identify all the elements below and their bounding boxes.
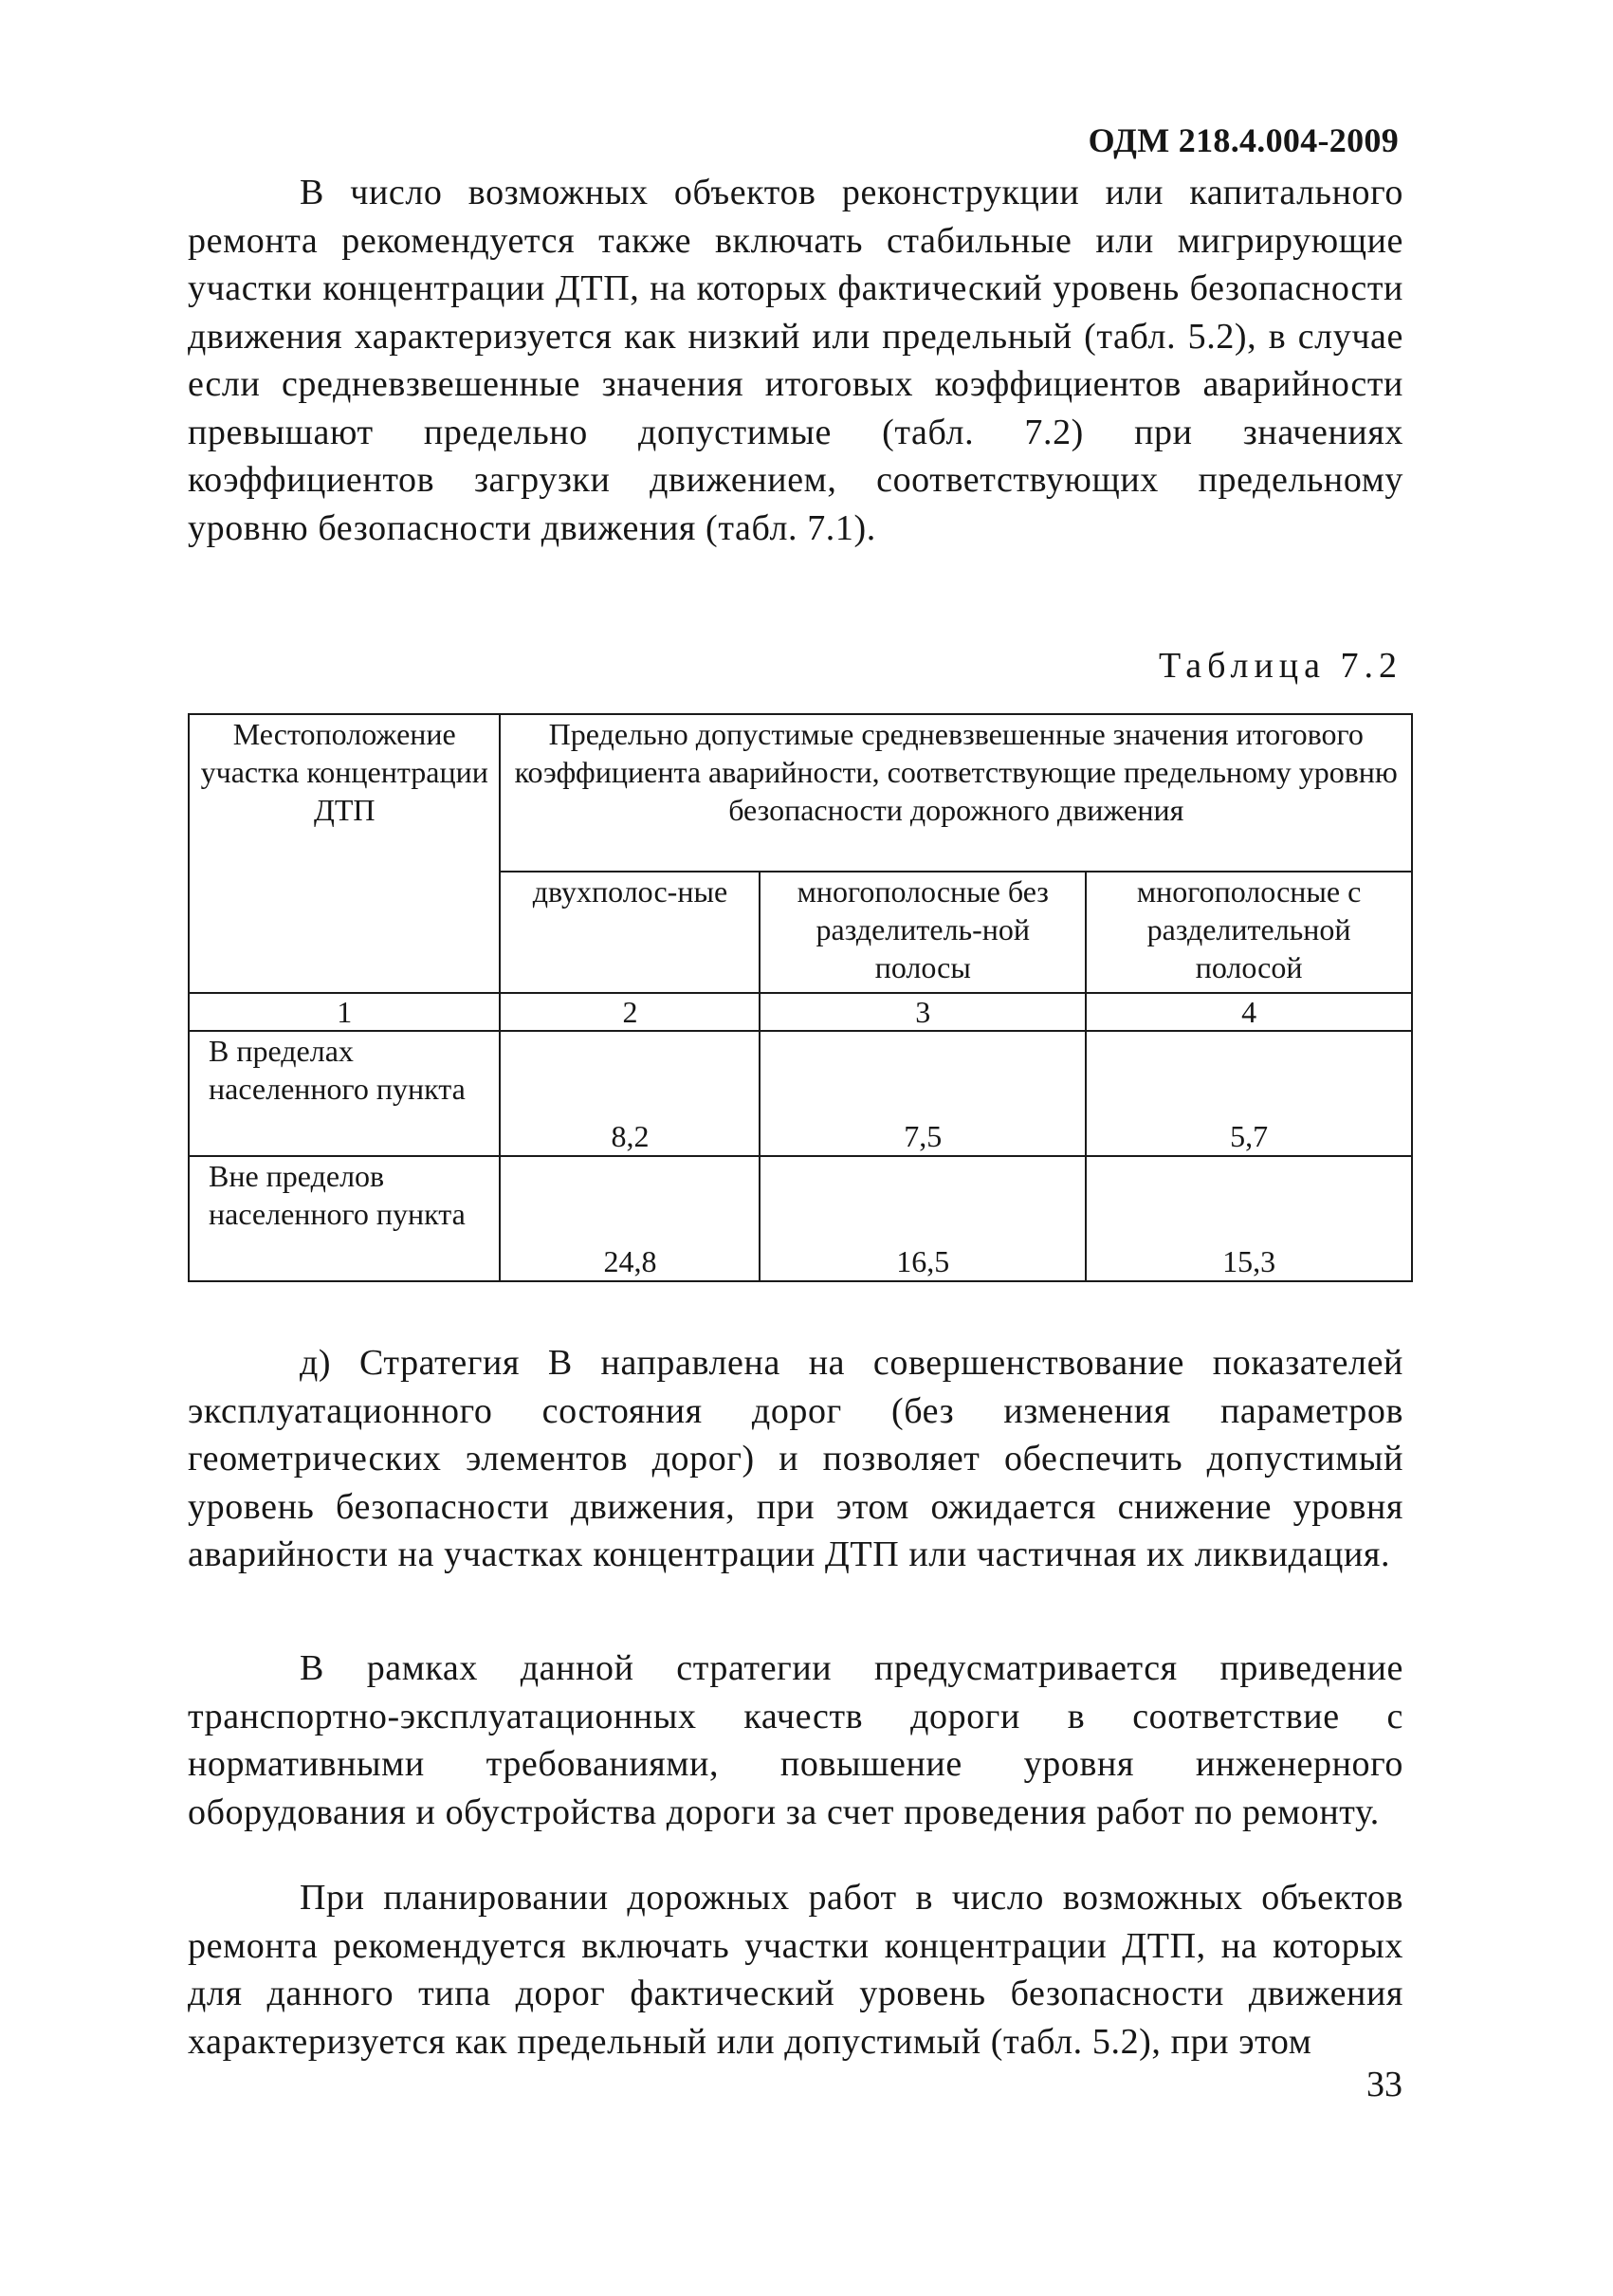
column-number: 4 <box>1086 993 1412 1031</box>
value-cell: 15,3 <box>1086 1156 1412 1281</box>
value-cell: 7,5 <box>760 1031 1086 1156</box>
intro-paragraph <box>188 169 1403 552</box>
location-header-cell: Местоположение участка концентрации ДТП <box>189 714 500 993</box>
table-caption: Таблица 7.2 <box>1158 646 1402 686</box>
value-cell: 8,2 <box>500 1031 760 1156</box>
row-location: Вне пределов населенного пункта <box>189 1156 500 1281</box>
table-row <box>189 1156 1412 1281</box>
subheader-two-lane: двухполос-ные <box>500 872 760 993</box>
strategy-paragraph-text: При планировании дорожных работ в число возможных объектов ремонта рекомендуется включать участки концентрации ДТП, на которых для данного типа дорог фактический уровень безопасности движения характеризуется как предельный или допустимый (табл. 5.2), при этом <box>188 1878 1403 2062</box>
strategy-paragraph <box>188 1874 1403 2066</box>
page-number: 33 <box>1366 2065 1402 2104</box>
values-header-cell: Предельно допустимые средневзвешенные значения итогового коэффициента аварийности, соответствующие предельному уровню безопасности дорожного движения <box>500 714 1412 872</box>
column-number: 1 <box>189 993 500 1031</box>
value-cell: 16,5 <box>760 1156 1086 1281</box>
value-cell: 24,8 <box>500 1156 760 1281</box>
value-cell: 5,7 <box>1086 1031 1412 1156</box>
row-location: В пределах населенного пункта <box>189 1031 500 1156</box>
strategy-paragraph <box>188 1339 1403 1579</box>
subheader-multilane-with-divider: многополосные с разделительной полосой <box>1086 872 1412 993</box>
strategy-paragraph-text: д) Стратегия В направлена на совершенствование показателей эксплуатационного состояния дорог (без изменения параметров геометрических элементов дорог) и позволяет обеспечить допустимый уровень безопасности движения, при этом ожидается снижение уровня аварийности на участках концентрации ДТП или частичная их ликвидация. <box>188 1343 1403 1574</box>
column-number-row <box>189 993 1412 1031</box>
intro-paragraph-text: В число возможных объектов реконструкции или капитального ремонта рекомендуется также включать стабильные или мигрирующие участки концентрации ДТП, на которых фактический уровень безопасности движения характеризуется как низкий или предельный (табл. 5.2), в случае если средневзвешенные значения итоговых коэффициентов аварийности превышают предельно допустимые (табл. 7.2) при значениях коэффициентов загрузки движением, соответствующих предельному уровню безопасности движения (табл. 7.1). <box>188 173 1403 548</box>
strategy-paragraph-text: В рамках данной стратегии предусматривается приведение транспортно-эксплуатационных качеств дороги в соответствие с нормативными требованиями, повышение уровня инженерного оборудования и обустройства дороги за счет проведения работ по ремонту. <box>188 1648 1403 1832</box>
strategy-paragraph <box>188 1644 1403 1836</box>
document-code: ОДМ 218.4.004-2009 <box>1088 121 1399 159</box>
table-7-2 <box>188 713 1413 1282</box>
column-number: 2 <box>500 993 760 1031</box>
column-number: 3 <box>760 993 1086 1031</box>
table-row <box>189 1031 1412 1156</box>
table-header-row <box>189 714 1412 872</box>
subheader-multilane-no-divider: многополосные без разделитель-ной полосы <box>760 872 1086 993</box>
